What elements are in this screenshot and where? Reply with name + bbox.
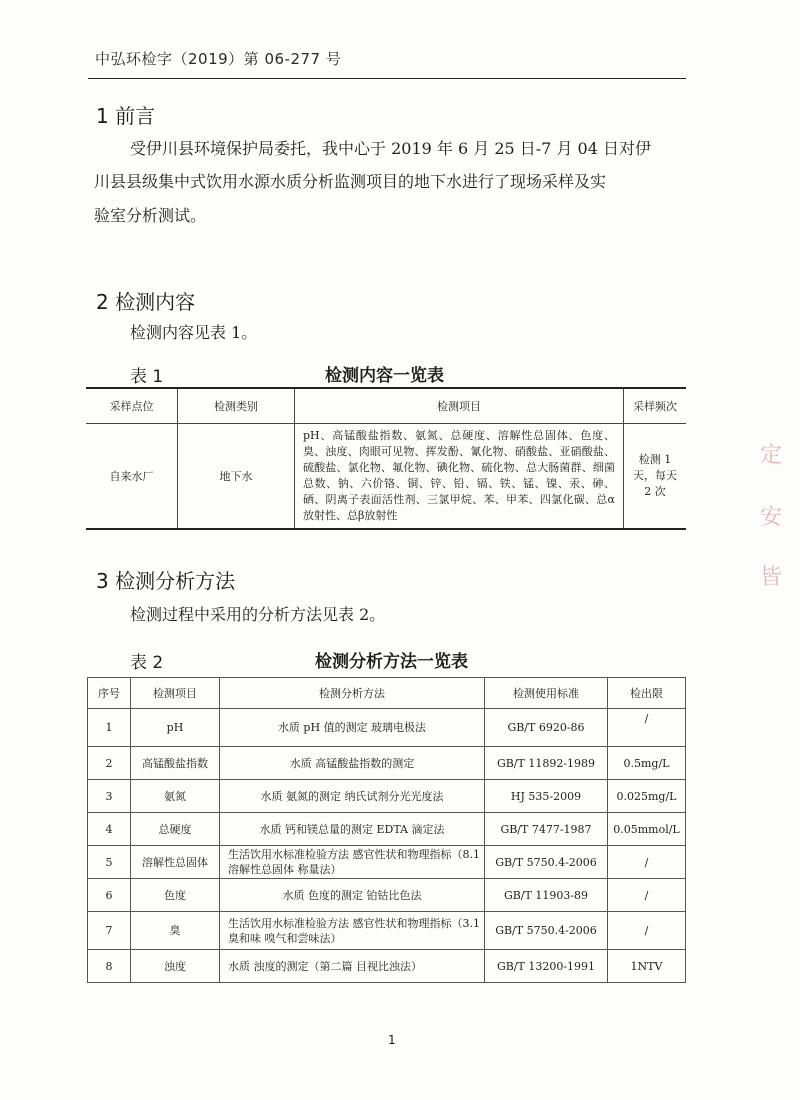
table-1-header-category: 检测类别 [178, 388, 295, 424]
table-1-category: 地下水 [178, 424, 295, 530]
document-number: 中弘环检字（2019）第 06-277 号 [95, 50, 342, 68]
table-2-header-method: 检测分析方法 [220, 678, 485, 709]
row-limit: 1NTV [608, 950, 686, 983]
row-limit: / [608, 912, 686, 950]
row-item: 溶解性总固体 [131, 846, 220, 879]
table-1-header-frequency: 采样频次 [624, 388, 687, 424]
table-1 [86, 387, 686, 530]
table-2-header-row [88, 678, 686, 709]
table-row [88, 709, 686, 747]
table-2-title: 检测分析方法一览表 [315, 652, 468, 672]
row-limit: 0.5mg/L [608, 747, 686, 780]
row-item: 浊度 [131, 950, 220, 983]
row-no: 6 [88, 879, 131, 912]
row-method: 水质 色度的测定 铂钴比色法 [220, 879, 485, 912]
row-item: 氨氮 [131, 780, 220, 813]
row-method: 水质 浊度的测定（第二篇 目视比浊法） [220, 950, 485, 983]
table-row [88, 950, 686, 983]
row-method: 水质 高锰酸盐指数的测定 [220, 747, 485, 780]
row-method: 水质 氨氮的测定 纳氏试剂分光光度法 [220, 780, 485, 813]
section-1-para-line-2: 川县县级集中式饮用水源水质分析监测项目的地下水进行了现场采样及实 [94, 172, 607, 191]
row-standard: HJ 535-2009 [485, 780, 608, 813]
row-no: 1 [88, 709, 131, 747]
table-1-label: 表 1 [130, 367, 164, 387]
seal-stamp-char-2: 安 [760, 505, 783, 530]
table-1-header-items: 检测项目 [295, 388, 624, 424]
row-standard: GB/T 5750.4-2006 [485, 912, 608, 950]
table-row [88, 879, 686, 912]
table-1-title: 检测内容一览表 [325, 366, 444, 386]
row-no: 7 [88, 912, 131, 950]
table-2-header-limit: 检出限 [608, 678, 686, 709]
row-limit: 0.025mg/L [608, 780, 686, 813]
seal-stamp-char-3: 皆 [760, 565, 783, 590]
table-row [88, 813, 686, 846]
section-2-heading: 2 检测内容 [96, 290, 196, 314]
row-item: 色度 [131, 879, 220, 912]
row-standard: GB/T 11903-89 [485, 879, 608, 912]
row-limit: / [608, 709, 686, 747]
row-no: 2 [88, 747, 131, 780]
row-standard: GB/T 5750.4-2006 [485, 846, 608, 879]
section-1-para-line-1: 受伊川县环境保护局委托，我中心于 2019 年 6 月 25 日-7 月 04 日对伊 [130, 139, 651, 158]
row-method: 水质 钙和镁总量的测定 EDTA 滴定法 [220, 813, 485, 846]
row-standard: GB/T 7477-1987 [485, 813, 608, 846]
table-2-label: 表 2 [130, 653, 164, 673]
table-row [88, 780, 686, 813]
table-1-header-site: 采样点位 [86, 388, 178, 424]
table-row [88, 747, 686, 780]
table-1-header-row [86, 388, 686, 424]
row-method: 水质 pH 值的测定 玻璃电极法 [220, 709, 485, 747]
seal-stamp-char-1: 定 [760, 443, 783, 468]
row-item: 高锰酸盐指数 [131, 747, 220, 780]
table-1-site: 自来水厂 [109, 470, 154, 483]
header-rule [88, 78, 686, 79]
row-limit: / [608, 879, 686, 912]
table-row [88, 846, 686, 879]
row-standard: GB/T 6920-86 [485, 709, 608, 747]
row-limit: / [608, 846, 686, 879]
section-3-heading: 3 检测分析方法 [96, 569, 236, 593]
row-no: 5 [88, 846, 131, 879]
page-number: 1 [388, 1033, 396, 1047]
section-1-heading: 1 前言 [96, 104, 156, 128]
table-2-header-item: 检测项目 [131, 678, 220, 709]
row-standard: GB/T 13200-1991 [485, 950, 608, 983]
row-no: 4 [88, 813, 131, 846]
table-2-header-no: 序号 [88, 678, 131, 709]
table-2-header-standard: 检测使用标准 [485, 678, 608, 709]
table-row [88, 912, 686, 950]
table-row [86, 424, 686, 530]
section-1-para-line-3: 验室分析测试。 [94, 206, 207, 225]
row-item: 臭 [131, 912, 220, 950]
row-method: 生活饮用水标准检验方法 感官性状和物理指标（8.1 溶解性总固体 称量法） [220, 846, 485, 879]
row-item: 总硬度 [131, 813, 220, 846]
section-2-intro: 检测内容见表 1。 [130, 323, 258, 342]
row-no: 8 [88, 950, 131, 983]
row-item: pH [131, 709, 220, 747]
table-1-frequency: 检测 1 天，每天 2 次 [624, 424, 687, 530]
row-method: 生活饮用水标准检验方法 感官性状和物理指标（3.1 臭和味 嗅气和尝味法） [220, 912, 485, 950]
table-1-items: pH、高锰酸盐指数、氨氮、总硬度、溶解性总固体、色度、臭、浊度、肉眼可见物、挥发酚、氰化物、硝酸盐、亚硝酸盐、硫酸盐、氯化物、氟化物、碘化物、硫化物、总大肠菌群、细菌总数、钠、六价铬、铜、锌、铅、镉、铁、锰、镍、汞、砷、硒、阴离子表面活性剂、三氯甲烷、苯、甲苯、四氯化碳、总α放射性、总β放射性 [295, 424, 624, 530]
row-no: 3 [88, 780, 131, 813]
section-3-intro: 检测过程中采用的分析方法见表 2。 [130, 605, 386, 624]
row-limit: 0.05mmol/L [608, 813, 686, 846]
row-standard: GB/T 11892-1989 [485, 747, 608, 780]
table-2 [87, 677, 686, 983]
